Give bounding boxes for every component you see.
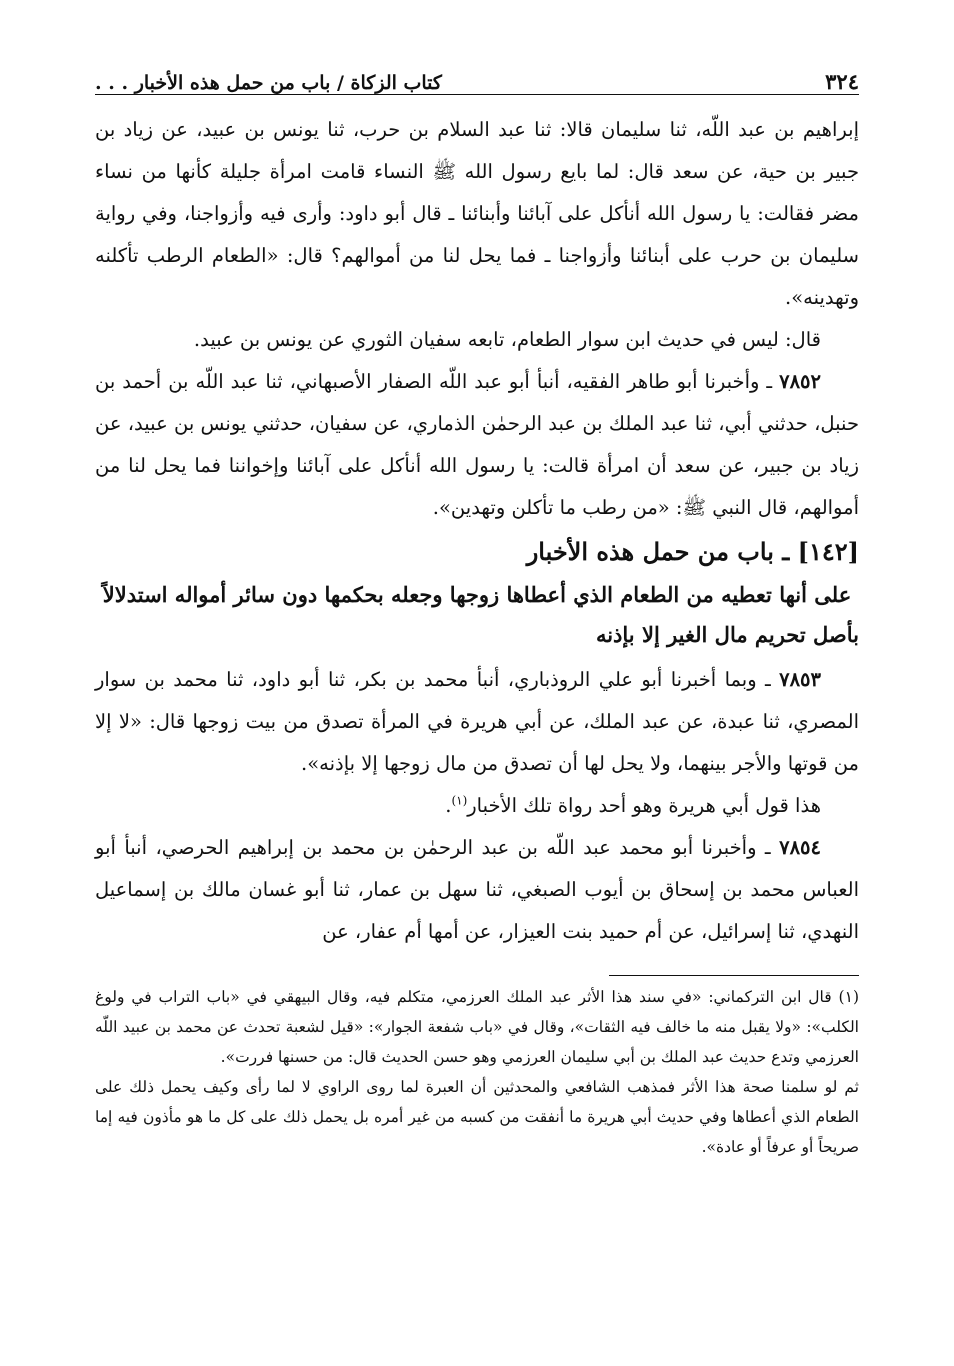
book-page xyxy=(95,56,859,1162)
hadith-7853 xyxy=(95,659,859,785)
hadith-number: ٧٨٥٤ xyxy=(779,836,821,859)
main-text xyxy=(95,109,859,953)
chapter-heading: [١٤٢] ـ باب من حمل هذه الأخبار xyxy=(526,537,859,566)
note-end: . xyxy=(445,794,452,817)
running-header xyxy=(95,56,859,95)
hadith-7854 xyxy=(95,827,859,953)
footnote-1-continuation: ثم لو سلمنا صحة هذا الأثر فمذهب الشافعي والمحدثين أن العبرة لما روى الراوي لا لما رأى وكيف يحمل ذلك على الطعام الذي أعطاها وفي حديث أبي هريرة ما أنفقت من كسبه من غير أمره بل يحمل ذلك على كل ما هو مأذون فيه إما صريحاً أو عرفاً أو عادة». xyxy=(95,1078,859,1156)
footnote-divider xyxy=(609,975,859,976)
paragraph-hadith-continuation: إبراهيم بن عبد اللّه، ثنا سليمان قالا: ثنا عبد السلام بن حرب، ثنا يونس بن عبيد، عن زياد بن جبير بن حية، عن سعد قال: لما بايع رسول الله ﷺ النساء قامت امرأة جليلة كأنها من نساء مضر فقالت: يا رسول الله أنأكل على آبائنا وأبنائنا ـ قال أبو داود: وأرى فيه وأزواجنا، وفي رواية سليمان بن حرب على أبنائنا وأزواجنا ـ فما يحل لنا من أموالهم؟ قال: «الطعام الرطب تأكلنه وتهدينه». xyxy=(95,118,859,309)
footnotes xyxy=(95,982,859,1162)
hadith-text: ـ وبما أخبرنا أبو علي الروذباري، أنبأ محمد بن بكر، ثنا أبو داود، ثنا محمد بن سوار المصري، ثنا عبدة، عن عبد الملك، عن أبي هريرة في المرأة تصدق من بيت زوجها قال: «لا إلا من قوتها والأجر بينهما، ولا يحل لها أن تصدق من مال زوجها إلا بإذنه». xyxy=(95,668,859,775)
paragraph-commentary: قال: ليس في حديث ابن سوار الطعام، تابعه سفيان الثوري عن يونس بن عبيد. xyxy=(193,328,821,351)
running-title: كتاب الزكاة / باب من حمل هذه الأخبار . . . xyxy=(95,72,442,94)
hadith-text: ـ وأخبرنا أبو محمد عبد اللّه بن عبد الرحمٰن بن محمد بن إبراهيم الحرصي، أنبأ أبو العباس محمد بن إسحاق بن أيوب الصبغي، ثنا سهل بن عمار، ثنا أبو غسان مالك بن إسماعيل النهدي، ثنا إسرائيل، عن أم حميد بنت العيزار، عن أمها أم عفار، عن xyxy=(95,836,859,943)
paragraph-note xyxy=(95,785,859,827)
hadith-number: ٧٨٥٢ xyxy=(779,370,821,393)
hadith-number: ٧٨٥٣ xyxy=(779,668,821,691)
note-text: هذا قول أبي هريرة وهو أحد رواة تلك الأخبار xyxy=(467,794,821,817)
chapter-subheading: على أنها تعطيه من الطعام الذي أعطاها زوجها وجعله بحكمها دون سائر أمواله استدلالاً بأصل تحريم مال الغير إلا بإذنه xyxy=(102,582,859,647)
hadith-7852 xyxy=(95,361,859,529)
footnote-1: (١) قال ابن التركماني: «في سند هذا الأثر عبد الملك العرزمي، متكلم فيه، وقال البيهقي في «باب التراب في ولوغ الكلب»: «ولا يقبل منه ما خالف فيه الثقات»، وقال في «باب شفعة الجوار»: «قيل لشعبة تحدث عن محمد بن عبيد اللّه العرزمي وتدع حديث عبد الملك بن أبي سليمان العرزمي وهو حسن الحديث قال: من حسنها فررت». xyxy=(95,988,859,1066)
footnote-marker[interactable]: (١) xyxy=(451,793,468,808)
page-number: ٣٢٤ xyxy=(825,69,859,94)
hadith-text: ـ وأخبرنا أبو طاهر الفقيه، أنبأ أبو عبد اللّه الصفار الأصبهاني، ثنا عبد اللّه بن أحمد بن حنبل، حدثني أبي، ثنا عبد الملك بن عبد الرحمٰن الذماري، عن سفيان، حدثني يونس بن عبيد، عن زياد بن جبير، عن سعد أن امرأة قالت: يا رسول الله أنأكل على آبائنا وإخواننا فما يحل لنا من أموالهم، قال النبي ﷺ: «من رطب ما تأكلن وتهدين». xyxy=(95,370,859,519)
